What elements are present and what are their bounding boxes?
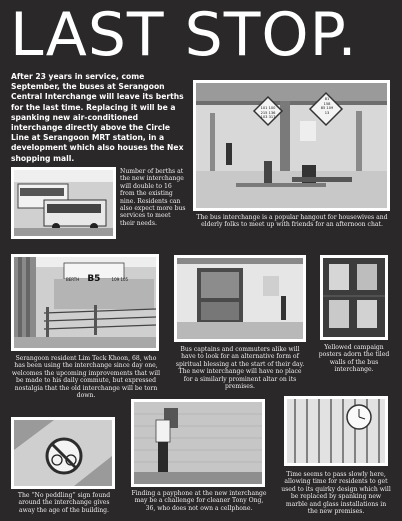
route-sign-b <box>311 97 343 115</box>
interchange-photo-image <box>196 83 387 208</box>
altar-photo-image <box>177 258 303 339</box>
caption-resident: Serangoon resident Lim Teck Khoon, 68, who has been using the interchange since day one, welcomes the upcoming improvements that will be made to his daily commute, but expressed nostalgia that the old interchange will be torn down. <box>11 355 161 400</box>
photo-posters <box>320 255 388 340</box>
photo-clock <box>284 396 388 466</box>
berth-sign <box>66 266 128 285</box>
photo-no-peddling <box>11 417 115 489</box>
berth-sign-label: BERTH <box>66 277 80 282</box>
route-sign-b-line: 13 <box>324 110 330 115</box>
route-sign-b-line: 85 109 <box>320 106 334 111</box>
route-sign-b-line: 81 <box>324 97 330 101</box>
payphone-photo-image <box>134 402 262 484</box>
route-sign-a-line: 215 136 <box>260 110 276 115</box>
no-peddling-photo-image <box>14 420 112 486</box>
caption-no-peddling: The “No peddling” sign found around the interchange gives away the age of the building. <box>17 492 111 514</box>
route-sign-a-line: 103 317 <box>260 115 276 120</box>
caption-hangout: The bus interchange is a popular hangout for housewives and elderly folks to meet up with friends for an afternoon chat. <box>196 214 388 229</box>
caption-berths: Number of berths at the new interchange will double to 16 from the existing nine. Residents can also expect more bus services to meet their needs. <box>120 168 186 227</box>
caption-time: Time seems to pass slowly here, allowing time for residents to get used to its quirky design which will be replaced by spanking new marble and glass installations in the new premises. <box>281 471 391 516</box>
route-sign-b-line: 158 <box>323 101 331 106</box>
berth-sign-services: 109 105 <box>111 277 129 282</box>
route-sign-a <box>251 106 285 120</box>
clock-photo-image <box>287 399 385 463</box>
photo-buses <box>11 167 116 239</box>
berth-photo-image <box>14 257 156 348</box>
caption-payphone: Finding a payphone at the new interchange may be a challenge for cleaner Tony Ong, 36, who does not own a cellphone. <box>131 490 267 512</box>
photo-altar <box>174 255 306 342</box>
route-sign-a-line: 101 100 <box>260 106 276 110</box>
page-title: LAST STOP. <box>10 0 358 70</box>
caption-captains: Bus captains and commuters alike will have to look for an alternative form of spiritual blessing at the start of their day. The new interchange will have no place for a similarly prominent altar on its premises. <box>175 346 305 391</box>
berth-sign-number: B5 <box>87 274 101 284</box>
photo-interchange-hangout <box>193 80 390 211</box>
buses-photo-image <box>14 170 113 236</box>
photo-payphone <box>131 399 265 487</box>
caption-posters: Yellowed campaign posters adorn the tiled walls of the bus interchange. <box>318 344 390 374</box>
intro-paragraph: After 23 years in service, come September, the buses at Serangoon Central Interchange will leave its berths for the last time. Replacing it will be a spanking new air-conditioned interchange directly above the Circle Line at Serangoon MRT station, in a development which also houses the Nex shopping mall. <box>11 72 184 163</box>
posters-photo-image <box>323 258 385 337</box>
photo-berth-b5 <box>11 254 159 351</box>
